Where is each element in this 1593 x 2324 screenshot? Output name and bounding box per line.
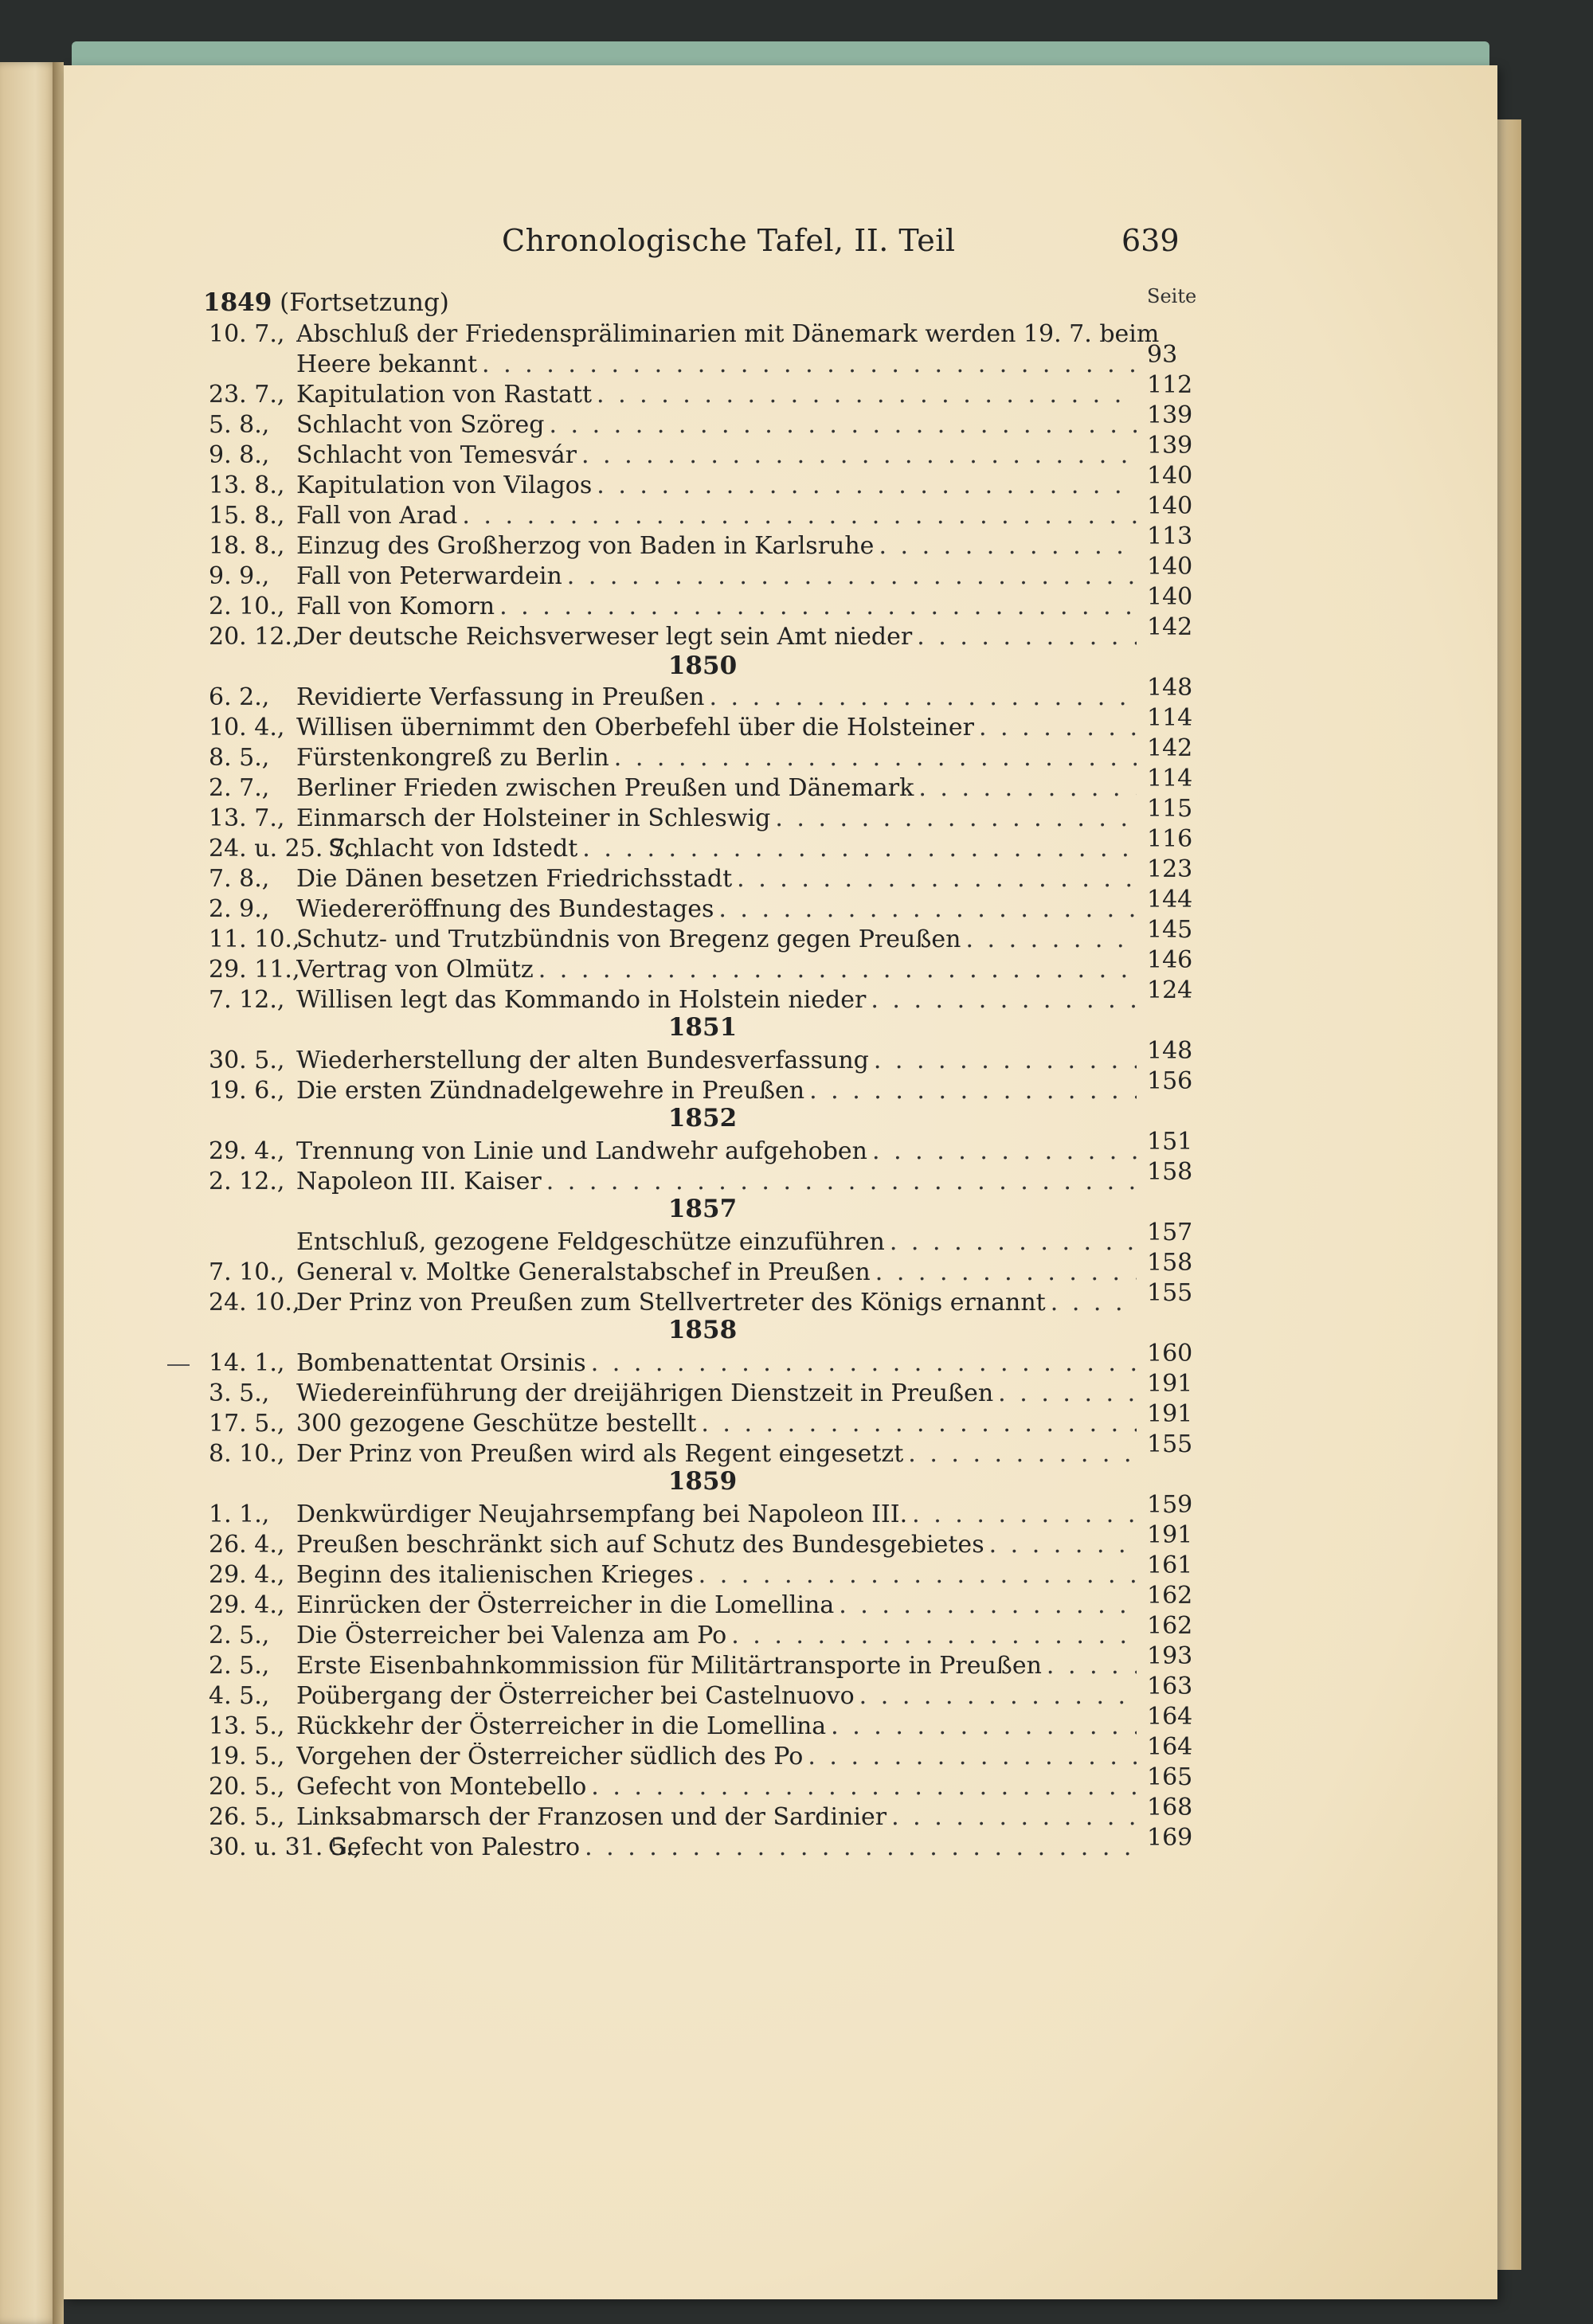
entry-description: Fall von Peterwardein . . . [296,562,1137,590]
entry-page: 142 [1147,734,1193,762]
page-number: 639 [1121,223,1180,258]
list-item [0,1612,1211,1652]
entry-date: 13. 5., [209,1712,285,1740]
entry-page: 158 [1147,1249,1193,1277]
entry-date: 29. 11., [209,956,300,984]
list-item [0,734,1211,774]
list-item [0,1794,1211,1833]
entry-description: 300 gezogene Geschütze bestellt . . . [296,1410,1137,1438]
entry-date: 2. 12., [209,1168,285,1195]
entry-description: Wiedereinführung der dreijährigen Dienstzeit in Preußen . . . [296,1379,1137,1407]
list-item [0,976,1211,1016]
year-heading: 1859 [667,1467,738,1496]
entry-date: 7. 10., [209,1258,285,1286]
entry-page: 169 [1147,1824,1193,1852]
entry-date: 2. 10., [209,593,285,620]
entry-page: 168 [1147,1794,1193,1821]
list-item [0,704,1211,744]
list-item [0,916,1211,956]
list-item [0,1703,1211,1743]
entry-date: 19. 5., [209,1743,285,1770]
entry-date: 7. 12., [209,986,285,1014]
list-item [0,432,1211,471]
entry-page: 164 [1147,1733,1193,1761]
entry-date: 23. 7., [209,381,285,409]
entry-date: 29. 4., [209,1137,285,1165]
entry-description: Fall von Arad . . . [296,502,1137,530]
entry-date: 30. 5., [209,1047,285,1074]
entry-date: 19. 6., [209,1077,285,1105]
entry-date: 24. 10., [209,1289,300,1317]
entry-date: 14. 1., [209,1349,285,1377]
entry-page: 140 [1147,583,1193,611]
entry-page: 159 [1147,1491,1193,1519]
entry-page: 155 [1147,1279,1193,1307]
list-item [0,1370,1211,1410]
entry-description: Gefecht von Palestro . . . [328,1833,1137,1861]
entry-description: Schlacht von Idstedt . . . [328,835,1137,863]
entry-page: 193 [1147,1642,1193,1670]
entry-description: Willisen legt das Kommando in Holstein nieder . . . [296,986,1137,1014]
entry-page: 160 [1147,1340,1193,1367]
entry-description: Vertrag von Olmütz . . . [296,956,1137,984]
entry-page: 123 [1147,855,1193,883]
entry-description: Einmarsch der Holsteiner in Schleswig . . . [296,804,1137,832]
entry-page: 164 [1147,1703,1193,1731]
list-item [0,1067,1211,1107]
entry-page: 139 [1147,432,1193,460]
entry-date: 8. 10., [209,1440,285,1468]
entry-date: 7. 8., [209,865,270,893]
entry-description: Vorgehen der Österreicher südlich des Po . . . [296,1743,1137,1770]
entry-page: 114 [1147,765,1193,792]
list-item [0,1824,1211,1864]
entry-date: 6. 2., [209,683,270,711]
entry-description: Preußen beschränkt sich auf Schutz des Bundesgebietes . . . [296,1531,1137,1559]
list-item [0,795,1211,835]
entry-page: 162 [1147,1582,1193,1610]
year-heading: 1858 [667,1316,738,1344]
list-item [0,462,1211,502]
entry-page: 145 [1147,916,1193,944]
list-item [0,1158,1211,1198]
list-item [0,553,1211,593]
entry-date: 24. u. 25. 7., [209,835,362,863]
entry-description: Die Dänen besetzen Friedrichsstadt . . . [296,865,1137,893]
entry-date: 3. 5., [209,1379,270,1407]
entry-page: 161 [1147,1551,1193,1579]
entry-page: 140 [1147,462,1193,490]
entry-date: 11. 10., [209,925,300,953]
entry-description: Trennung von Linie und Landwehr aufgehoben . . . [296,1137,1137,1165]
list-item [0,583,1211,623]
entry-page: 191 [1147,1521,1193,1549]
list-item [0,613,1211,653]
entry-page: 148 [1147,1037,1193,1065]
entry-page: 151 [1147,1128,1193,1156]
entry-description: Der Prinz von Preußen zum Stellvertreter des Königs ernannt . . . [296,1289,1137,1317]
list-item [0,492,1211,532]
list-item [0,1551,1211,1591]
entry-page: 93 [1147,341,1178,369]
entry-description: Abschluß der Friedenspräliminarien mit Dänemark werden 19. 7. beim [296,320,1160,348]
entry-date: 20. 5., [209,1773,285,1801]
entry-date: 2. 9., [209,895,270,923]
list-item [0,825,1211,865]
entry-description: General v. Moltke Generalstabschef in Preußen . . . [296,1258,1137,1286]
list-item [0,1673,1211,1712]
entry-description: Einrücken der Österreicher in die Lomellina . . . [296,1591,1137,1619]
entry-page: 146 [1147,946,1193,974]
entry-date: 29. 4., [209,1591,285,1619]
list-item [0,855,1211,895]
entry-description: Wiederherstellung der alten Bundesverfassung . . . [296,1047,1137,1074]
entry-description: Poübergang der Österreicher bei Castelnuovo . . . [296,1682,1137,1710]
entry-date: 5. 8., [209,411,270,439]
seite-column-label: Seite [1147,285,1197,307]
entry-date: 15. 8., [209,502,285,530]
list-item [0,1249,1211,1289]
year-heading: 1851 [667,1013,738,1042]
entry-page: 157 [1147,1219,1193,1246]
list-item [0,1733,1211,1773]
entry-date: 2. 5., [209,1652,270,1680]
entry-date: 13. 8., [209,471,285,499]
entry-description: Die ersten Zündnadelgewehre in Preußen . . . [296,1077,1137,1105]
entry-description: Entschluß, gezogene Feldgeschütze einzuführen . . . [296,1228,1137,1256]
list-item [0,401,1211,441]
entry-date: 9. 9., [209,562,270,590]
list-item [0,1763,1211,1803]
entry-description: Fall von Komorn . . . [296,593,1137,620]
entry-page: 148 [1147,674,1193,702]
entry-page: 191 [1147,1370,1193,1398]
entry-page: 113 [1147,522,1193,550]
entry-date: 9. 8., [209,441,270,469]
list-item [0,1491,1211,1531]
entry-description: Revidierte Verfassung in Preußen . . . [296,683,1137,711]
year-heading: 1857 [667,1195,738,1223]
entry-page: 162 [1147,1612,1193,1640]
list-item [0,1521,1211,1561]
entry-description: Rückkehr der Österreicher in die Lomellina . . . [296,1712,1137,1740]
entry-date: 17. 5., [209,1410,285,1438]
entry-date: 13. 7., [209,804,285,832]
entry-description: Willisen übernimmt den Oberbefehl über die Holsteiner . . . [296,714,1137,741]
entry-page: 114 [1147,704,1193,732]
entry-date: 30. u. 31. 5., [209,1833,362,1861]
entry-page: 158 [1147,1158,1193,1186]
entry-description: Erste Eisenbahnkommission für Militärtransporte in Preußen . . . [296,1652,1137,1680]
entry-description: Gefecht von Montebello . . . [296,1773,1137,1801]
entry-date: 2. 7., [209,774,270,802]
list-item [0,1642,1211,1682]
entry-date: 10. 4., [209,714,285,741]
year-heading: 1850 [667,651,738,680]
section-suffix: (Fortsetzung) [280,288,449,317]
list-item [0,1128,1211,1168]
entry-description: Denkwürdiger Neujahrsempfang bei Napoleon III. . . . [296,1500,1137,1528]
entry-description: Schutz- und Trutzbündnis von Bregenz gegen Preußen . . . [296,925,1137,953]
entry-date: 20. 12., [209,623,300,651]
entry-description: Beginn des italienischen Krieges . . . [296,1561,1137,1589]
entry-description: Der deutsche Reichsverweser legt sein Amt nieder . . . [296,623,1137,651]
entry-description: Bombenattentat Orsinis . . . [296,1349,1137,1377]
list-item [0,1400,1211,1440]
entry-date: 26. 5., [209,1803,285,1831]
list-item [0,886,1211,925]
entry-page: 115 [1147,795,1193,823]
entry-description: Schlacht von Szöreg . . . [296,411,1137,439]
entry-page: 140 [1147,553,1193,581]
entry-description: Schlacht von Temesvár . . . [296,441,1137,469]
entry-page: 140 [1147,492,1193,520]
list-item [0,1219,1211,1258]
entry-date: 1. 1., [209,1500,270,1528]
entry-page: 139 [1147,401,1193,429]
list-item [0,522,1211,562]
entry-date: 10. 7., [209,320,285,348]
section-year: 1849 [203,288,272,317]
entry-description: Einzug des Großherzog von Baden in Karlsruhe . . . [296,532,1137,560]
entry-description: Fürstenkongreß zu Berlin . . . [296,744,1137,772]
list-item [0,765,1211,804]
entry-page: 155 [1147,1430,1193,1458]
list-item [0,1582,1211,1622]
entry-page: 142 [1147,613,1193,641]
entry-description: Napoleon III. Kaiser . . . [296,1168,1137,1195]
entry-date: 8. 5., [209,744,270,772]
entry-description: Wiedereröffnung des Bundestages . . . [296,895,1137,923]
entry-description: Linksabmarsch der Franzosen und der Sardinier . . . [296,1803,1137,1831]
entry-page: 116 [1147,825,1193,853]
entry-description: Kapitulation von Vilagos . . . [296,471,1137,499]
entry-date: 18. 8., [209,532,285,560]
entry-date: 26. 4., [209,1531,285,1559]
list-item [0,1037,1211,1077]
list-item [0,1340,1211,1379]
entry-description-continued: Heere bekannt . . . [296,350,1137,378]
running-header-title: Chronologische Tafel, II. Teil [502,223,956,258]
entry-page: 112 [1147,371,1193,399]
entry-page: 163 [1147,1673,1193,1700]
entry-page: 144 [1147,886,1193,914]
list-item [0,371,1211,411]
entry-page: 191 [1147,1400,1193,1428]
entry-page: 124 [1147,976,1193,1004]
entry-description: Kapitulation von Rastatt . . . [296,381,1137,409]
entry-page: 165 [1147,1763,1193,1791]
list-item [0,674,1211,714]
entry-date: 29. 4., [209,1561,285,1589]
entry-description: Berliner Frieden zwischen Preußen und Dänemark . . . [296,774,1137,802]
list-item [0,1279,1211,1319]
entry-page: 156 [1147,1067,1193,1095]
entry-description: Die Österreicher bei Valenza am Po . . . [296,1622,1137,1649]
entry-description: Der Prinz von Preußen wird als Regent eingesetzt . . . [296,1440,1137,1468]
year-heading: 1852 [667,1104,738,1133]
list-item [0,946,1211,986]
entry-date: 4. 5., [209,1682,270,1710]
entry-date: 2. 5., [209,1622,270,1649]
list-item [0,1430,1211,1470]
